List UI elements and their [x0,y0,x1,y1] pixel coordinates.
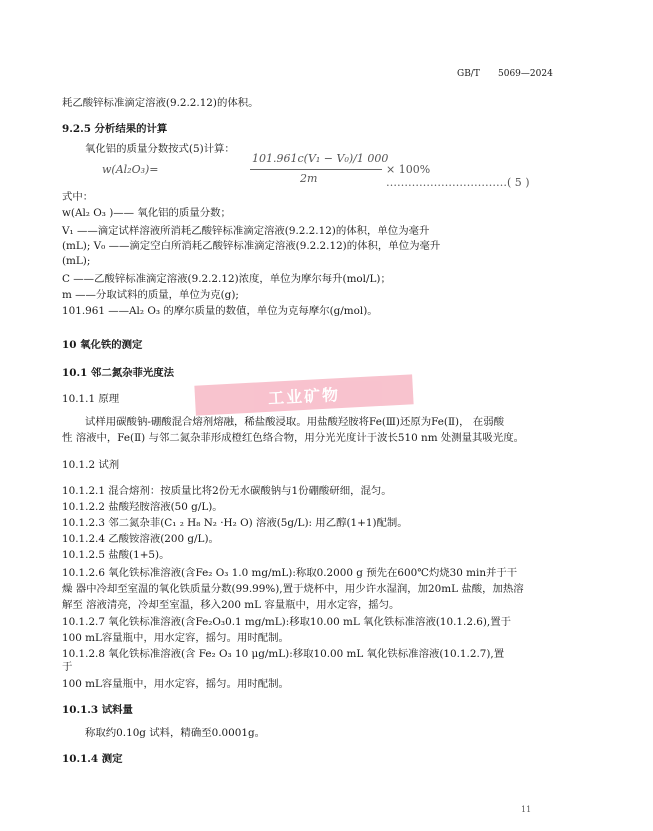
reagent-item: 10.1.2.3 邻二氮杂菲(C₁ ₂ H₈ N₂ ·H₂ O) 溶液(5g/L): 用乙醇(1+1)配制。 [62,517,408,529]
header-number: 5069—2024 [498,69,553,79]
formula-lhs: w(Al₂O₃)= [102,163,159,176]
text-line: 式中： [62,191,94,203]
definition-line: w(Al₂ O₃ )—— 氧化铝的质量分数； [62,207,231,219]
page-number: 11 [521,805,532,814]
reagent-item: 10.1.2.7 氧化铁标准溶液(含Fe₂O₃0.1 mg/mL):移取10.00 mL 氧化铁标准溶液(10.1.2.6),置于 [62,616,511,628]
definition-line: C ——乙酸锌标准滴定溶液(9.2.2.12)浓度，单位为摩尔每升(mol/L)； [62,273,391,285]
reagent-item: 10.1.2.5 盐酸(1+5)。 [62,549,170,561]
text-line: 耗乙酸锌标准滴定溶液(9.2.2.12)的体积。 [62,97,259,109]
section-heading-10-1-4: 10.1.4 测定 [62,753,123,765]
text-line: 性 溶液中，Fe(Ⅱ) 与邻二氮杂菲形成橙红色络合物，用分光光度计于波长510 nm 处测量其吸光度。 [62,432,524,444]
definition-line: V₁ ——滴定试样溶液所消耗乙酸锌标准滴定溶液(9.2.2.12)的体积，单位为毫升 [62,225,430,237]
section-heading-10-1-1: 10.1.1 原理 [62,393,120,405]
reagent-item: 10.1.2.2 盐酸羟胺溶液(50 g/L)。 [62,501,223,513]
section-heading-10-1-3: 10.1.3 试料量 [62,704,133,716]
reagent-item-cont: 100 mL容量瓶中，用水定容，摇匀。用时配制。 [62,678,289,690]
section-heading-9-2-5: 9.2.5 分析结果的计算 [62,123,168,135]
formula-numerator: 101.961c(V₁ − V₀)/1 000 [252,152,389,165]
formula-tail: × 100% ……………………………( 5 ) [386,163,530,189]
formula-denominator: 2m [300,172,318,185]
reagent-item: 10.1.2.6 氧化铁标准溶液(含Fe₂ O₃ 1.0 mg/mL):称取0.2000 g 预先在600℃灼烧30 min并于干 [62,567,518,579]
reagent-item-cont: 100 mL容量瓶中，用水定容，摇匀。用时配制。 [62,632,289,644]
text-line: 试样用碳酸钠-硼酸混合熔剂熔融，稀盐酸浸取。用盐酸羟胺将Fe(Ⅲ)还原为Fe(Ⅱ)， 在弱酸 [85,416,504,428]
section-heading-10: 10 氧化铁的测定 [62,339,143,351]
reagent-item-cont: 解至 溶液清亮，冷却至室温，移入200 mL 容量瓶中，用水定容，摇匀。 [62,599,400,611]
reagent-item: 10.1.2.1 混合熔剂：按质量比将2份无水碳酸钠与1份硼酸研细，混匀。 [62,485,392,497]
section-heading-10-1-2: 10.1.2 试剂 [62,459,120,471]
reagent-item: 10.1.2.8 氧化铁标准溶液(含 Fe₂ O₃ 10 μg/mL):移取10.00 mL 氧化铁标准溶液(10.1.2.7),置 [62,648,505,660]
fraction-bar [250,169,382,170]
definition-line: (mL); [62,255,91,267]
definition-line: m ——分取试料的质量，单位为克(g); [62,289,239,301]
watermark-stamp [194,374,413,415]
text-line: 氧化铝的质量分数按式(5)计算： [85,143,235,155]
reagent-item: 10.1.2.4 乙酸铵溶液(200 g/L)。 [62,533,219,545]
definition-line: (mL); V₀ ——滴定空白所消耗乙酸锌标准滴定溶液(9.2.2.12)的体积，单位为毫升 [62,240,441,252]
reagent-item-cont: 于 [62,661,73,673]
formula-5 [102,152,552,192]
header-standard: GB/T [457,69,480,79]
watermark-text: 工业矿物 [267,384,341,408]
section-heading-10-1: 10.1 邻二氮杂菲光度法 [62,367,175,379]
definition-line: 101.961 ——Al₂ O₃ 的摩尔质量的数值，单位为克每摩尔(g/mol)。 [62,305,378,317]
reagent-item-cont: 燥 器中冷却至室温的氧化铁质量分数(99.99%),置于烧杯中，用少许水湿润，加20mL 盐酸，加热溶 [62,583,524,595]
text-line: 称取约0.10g 试料，精确至0.0001g。 [85,727,266,739]
